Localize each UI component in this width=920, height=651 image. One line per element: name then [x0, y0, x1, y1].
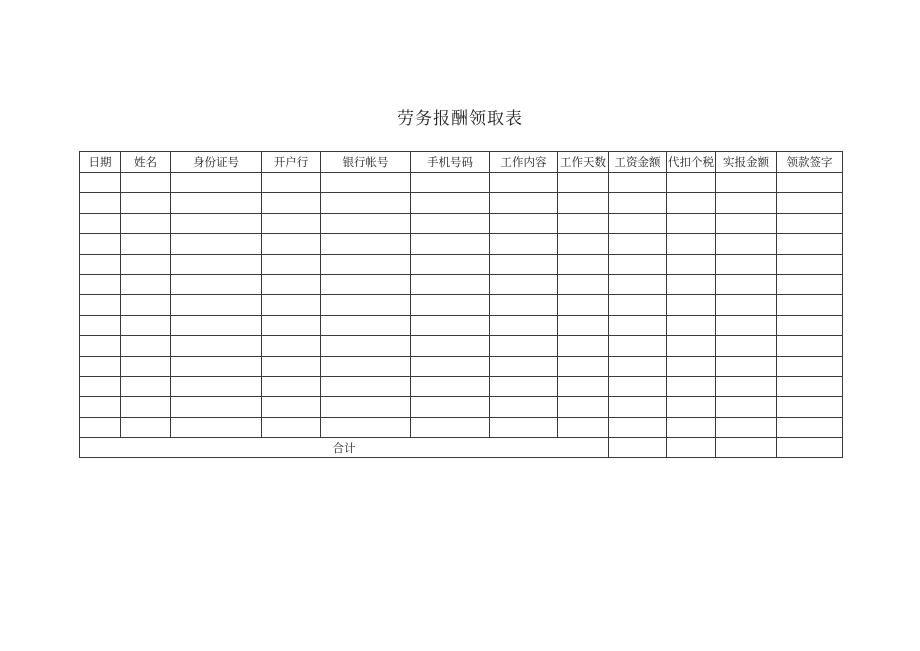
table-row: [80, 397, 843, 417]
table-row: [80, 417, 843, 437]
total-row: [80, 438, 843, 458]
table-cell[interactable]: [558, 397, 609, 417]
table-cell[interactable]: [667, 397, 716, 417]
table-cell[interactable]: [121, 376, 171, 396]
table-row: [80, 315, 843, 335]
table-cell[interactable]: [411, 376, 490, 396]
table-cell[interactable]: [171, 254, 262, 274]
table-cell[interactable]: [777, 213, 843, 233]
table-cell[interactable]: [558, 173, 609, 193]
table-cell[interactable]: [171, 315, 262, 335]
table-cell[interactable]: [262, 295, 321, 315]
table-cell[interactable]: [716, 295, 777, 315]
table-cell[interactable]: [716, 356, 777, 376]
table-cell[interactable]: [262, 173, 321, 193]
table-cell[interactable]: [558, 417, 609, 437]
table-cell[interactable]: [609, 336, 667, 356]
table-cell[interactable]: [121, 417, 171, 437]
table-cell[interactable]: [667, 274, 716, 294]
table-cell[interactable]: [716, 336, 777, 356]
table-cell[interactable]: [490, 234, 558, 254]
table-cell[interactable]: [609, 234, 667, 254]
table-cell[interactable]: [777, 376, 843, 396]
table-cell[interactable]: [667, 315, 716, 335]
table-row: [80, 295, 843, 315]
table-cell[interactable]: [609, 356, 667, 376]
table-cell[interactable]: [716, 213, 777, 233]
total-value-cell[interactable]: [777, 438, 843, 458]
table-cell[interactable]: [716, 397, 777, 417]
table-cell[interactable]: [80, 234, 121, 254]
column-header: 实报金额: [716, 152, 777, 173]
table-cell[interactable]: [490, 193, 558, 213]
table-cell[interactable]: [667, 254, 716, 274]
table-cell[interactable]: [121, 193, 171, 213]
column-header: 手机号码: [411, 152, 490, 173]
total-value-cell[interactable]: [667, 438, 716, 458]
table-cell[interactable]: [777, 254, 843, 274]
table-body: [80, 173, 843, 438]
column-header: 日期: [80, 152, 121, 173]
table-cell[interactable]: [558, 193, 609, 213]
table-cell[interactable]: [490, 417, 558, 437]
table-cell[interactable]: [321, 295, 411, 315]
table-cell[interactable]: [321, 193, 411, 213]
table-cell[interactable]: [609, 376, 667, 396]
table-cell[interactable]: [121, 234, 171, 254]
table-cell[interactable]: [321, 356, 411, 376]
table-cell[interactable]: [80, 274, 121, 294]
table-cell[interactable]: [80, 254, 121, 274]
table-row: [80, 213, 843, 233]
table-cell[interactable]: [121, 336, 171, 356]
table-cell[interactable]: [321, 234, 411, 254]
table-cell[interactable]: [609, 274, 667, 294]
table-cell[interactable]: [777, 173, 843, 193]
table-cell[interactable]: [321, 417, 411, 437]
table-cell[interactable]: [121, 213, 171, 233]
table-cell[interactable]: [80, 213, 121, 233]
table-cell[interactable]: [716, 234, 777, 254]
table-cell[interactable]: [121, 274, 171, 294]
table-cell[interactable]: [321, 376, 411, 396]
table-cell[interactable]: [171, 295, 262, 315]
table-cell[interactable]: [80, 173, 121, 193]
table-cell[interactable]: [321, 213, 411, 233]
table-cell[interactable]: [558, 295, 609, 315]
table-cell[interactable]: [80, 193, 121, 213]
table-cell[interactable]: [262, 234, 321, 254]
table-cell[interactable]: [80, 315, 121, 335]
table-cell[interactable]: [558, 254, 609, 274]
column-header: 工作天数: [558, 152, 609, 173]
table-cell[interactable]: [121, 397, 171, 417]
table-cell[interactable]: [262, 254, 321, 274]
table-cell[interactable]: [716, 315, 777, 335]
table-cell[interactable]: [262, 397, 321, 417]
table-cell[interactable]: [609, 397, 667, 417]
table-cell[interactable]: [777, 356, 843, 376]
total-value-cell[interactable]: [716, 438, 777, 458]
table-cell[interactable]: [667, 376, 716, 396]
table-cell[interactable]: [558, 376, 609, 396]
table-cell[interactable]: [558, 213, 609, 233]
table-cell[interactable]: [609, 213, 667, 233]
table-cell[interactable]: [667, 356, 716, 376]
column-header: 姓名: [121, 152, 171, 173]
table-cell[interactable]: [411, 397, 490, 417]
table-cell[interactable]: [490, 376, 558, 396]
column-header: 工作内容: [490, 152, 558, 173]
table-cell[interactable]: [667, 336, 716, 356]
table-row: [80, 274, 843, 294]
table-cell[interactable]: [321, 254, 411, 274]
table-cell[interactable]: [609, 315, 667, 335]
remuneration-table: [79, 151, 843, 458]
table-cell[interactable]: [262, 336, 321, 356]
table-cell[interactable]: [411, 315, 490, 335]
table-cell[interactable]: [490, 356, 558, 376]
table-cell[interactable]: [121, 315, 171, 335]
column-header: 领款签字: [777, 152, 843, 173]
table-row: [80, 193, 843, 213]
table-cell[interactable]: [171, 173, 262, 193]
table-cell[interactable]: [777, 193, 843, 213]
table-cell[interactable]: [777, 315, 843, 335]
column-header: 开户行: [262, 152, 321, 173]
table-cell[interactable]: [321, 336, 411, 356]
table-cell[interactable]: [121, 295, 171, 315]
table-cell[interactable]: [411, 356, 490, 376]
document-title: 劳务报酬领取表: [397, 109, 523, 129]
table-cell[interactable]: [490, 274, 558, 294]
table-cell[interactable]: [121, 254, 171, 274]
table-cell[interactable]: [777, 336, 843, 356]
table-cell[interactable]: [609, 193, 667, 213]
table-cell[interactable]: [411, 173, 490, 193]
table-cell[interactable]: [411, 193, 490, 213]
table-cell[interactable]: [716, 193, 777, 213]
total-label: 合计: [80, 438, 609, 458]
table-cell[interactable]: [777, 234, 843, 254]
table-cell[interactable]: [667, 234, 716, 254]
table-cell[interactable]: [667, 417, 716, 437]
table-cell[interactable]: [411, 336, 490, 356]
total-value-cell[interactable]: [609, 438, 667, 458]
column-header: 代扣个税: [667, 152, 716, 173]
table-cell[interactable]: [262, 356, 321, 376]
table-cell[interactable]: [80, 336, 121, 356]
table-cell[interactable]: [777, 295, 843, 315]
table-cell[interactable]: [121, 173, 171, 193]
table-row: [80, 336, 843, 356]
table-cell[interactable]: [777, 397, 843, 417]
table-cell[interactable]: [171, 274, 262, 294]
table-cell[interactable]: [558, 356, 609, 376]
table-cell[interactable]: [262, 193, 321, 213]
table-row: [80, 356, 843, 376]
table-cell[interactable]: [490, 315, 558, 335]
table-cell[interactable]: [262, 315, 321, 335]
table-cell[interactable]: [716, 274, 777, 294]
table-cell[interactable]: [716, 254, 777, 274]
table-cell[interactable]: [716, 173, 777, 193]
table-cell[interactable]: [609, 254, 667, 274]
table-cell[interactable]: [558, 336, 609, 356]
table-cell[interactable]: [490, 254, 558, 274]
table-cell[interactable]: [80, 356, 121, 376]
table-cell[interactable]: [321, 173, 411, 193]
header-row: [80, 152, 843, 173]
table-cell[interactable]: [171, 356, 262, 376]
table-cell[interactable]: [171, 376, 262, 396]
table-cell[interactable]: [411, 295, 490, 315]
table-cell[interactable]: [411, 254, 490, 274]
table-cell[interactable]: [558, 315, 609, 335]
table-cell[interactable]: [321, 315, 411, 335]
table-cell[interactable]: [262, 417, 321, 437]
table-cell[interactable]: [609, 417, 667, 437]
table-cell[interactable]: [262, 274, 321, 294]
table-cell[interactable]: [609, 173, 667, 193]
table-cell[interactable]: [262, 213, 321, 233]
table-cell[interactable]: [262, 376, 321, 396]
table-cell[interactable]: [716, 376, 777, 396]
table-cell[interactable]: [716, 417, 777, 437]
table-cell[interactable]: [558, 274, 609, 294]
table-cell[interactable]: [667, 213, 716, 233]
table-cell[interactable]: [171, 336, 262, 356]
table-cell[interactable]: [667, 193, 716, 213]
table-cell[interactable]: [777, 274, 843, 294]
table-cell[interactable]: [411, 274, 490, 294]
table-row: [80, 376, 843, 396]
table-cell[interactable]: [490, 213, 558, 233]
table-cell[interactable]: [667, 295, 716, 315]
table-cell[interactable]: [171, 213, 262, 233]
table-cell[interactable]: [777, 417, 843, 437]
table-cell[interactable]: [171, 234, 262, 254]
table-cell[interactable]: [80, 417, 121, 437]
table-row: [80, 173, 843, 193]
table-cell[interactable]: [80, 295, 121, 315]
table-cell[interactable]: [171, 193, 262, 213]
table-row: [80, 254, 843, 274]
table-cell[interactable]: [490, 336, 558, 356]
table-cell[interactable]: [171, 417, 262, 437]
table-cell[interactable]: [609, 295, 667, 315]
table-cell[interactable]: [321, 397, 411, 417]
table-cell[interactable]: [321, 274, 411, 294]
table-row: [80, 234, 843, 254]
table-cell[interactable]: [411, 417, 490, 437]
table-cell[interactable]: [411, 234, 490, 254]
column-header: 银行帐号: [321, 152, 411, 173]
table-cell[interactable]: [558, 234, 609, 254]
table-cell[interactable]: [411, 213, 490, 233]
table-cell[interactable]: [667, 173, 716, 193]
table-cell[interactable]: [80, 376, 121, 396]
table-cell[interactable]: [490, 173, 558, 193]
table-cell[interactable]: [121, 356, 171, 376]
column-header: 工资金额: [609, 152, 667, 173]
table-cell[interactable]: [171, 397, 262, 417]
column-header: 身份证号: [171, 152, 262, 173]
table-cell[interactable]: [490, 397, 558, 417]
table-cell[interactable]: [80, 397, 121, 417]
table-cell[interactable]: [490, 295, 558, 315]
